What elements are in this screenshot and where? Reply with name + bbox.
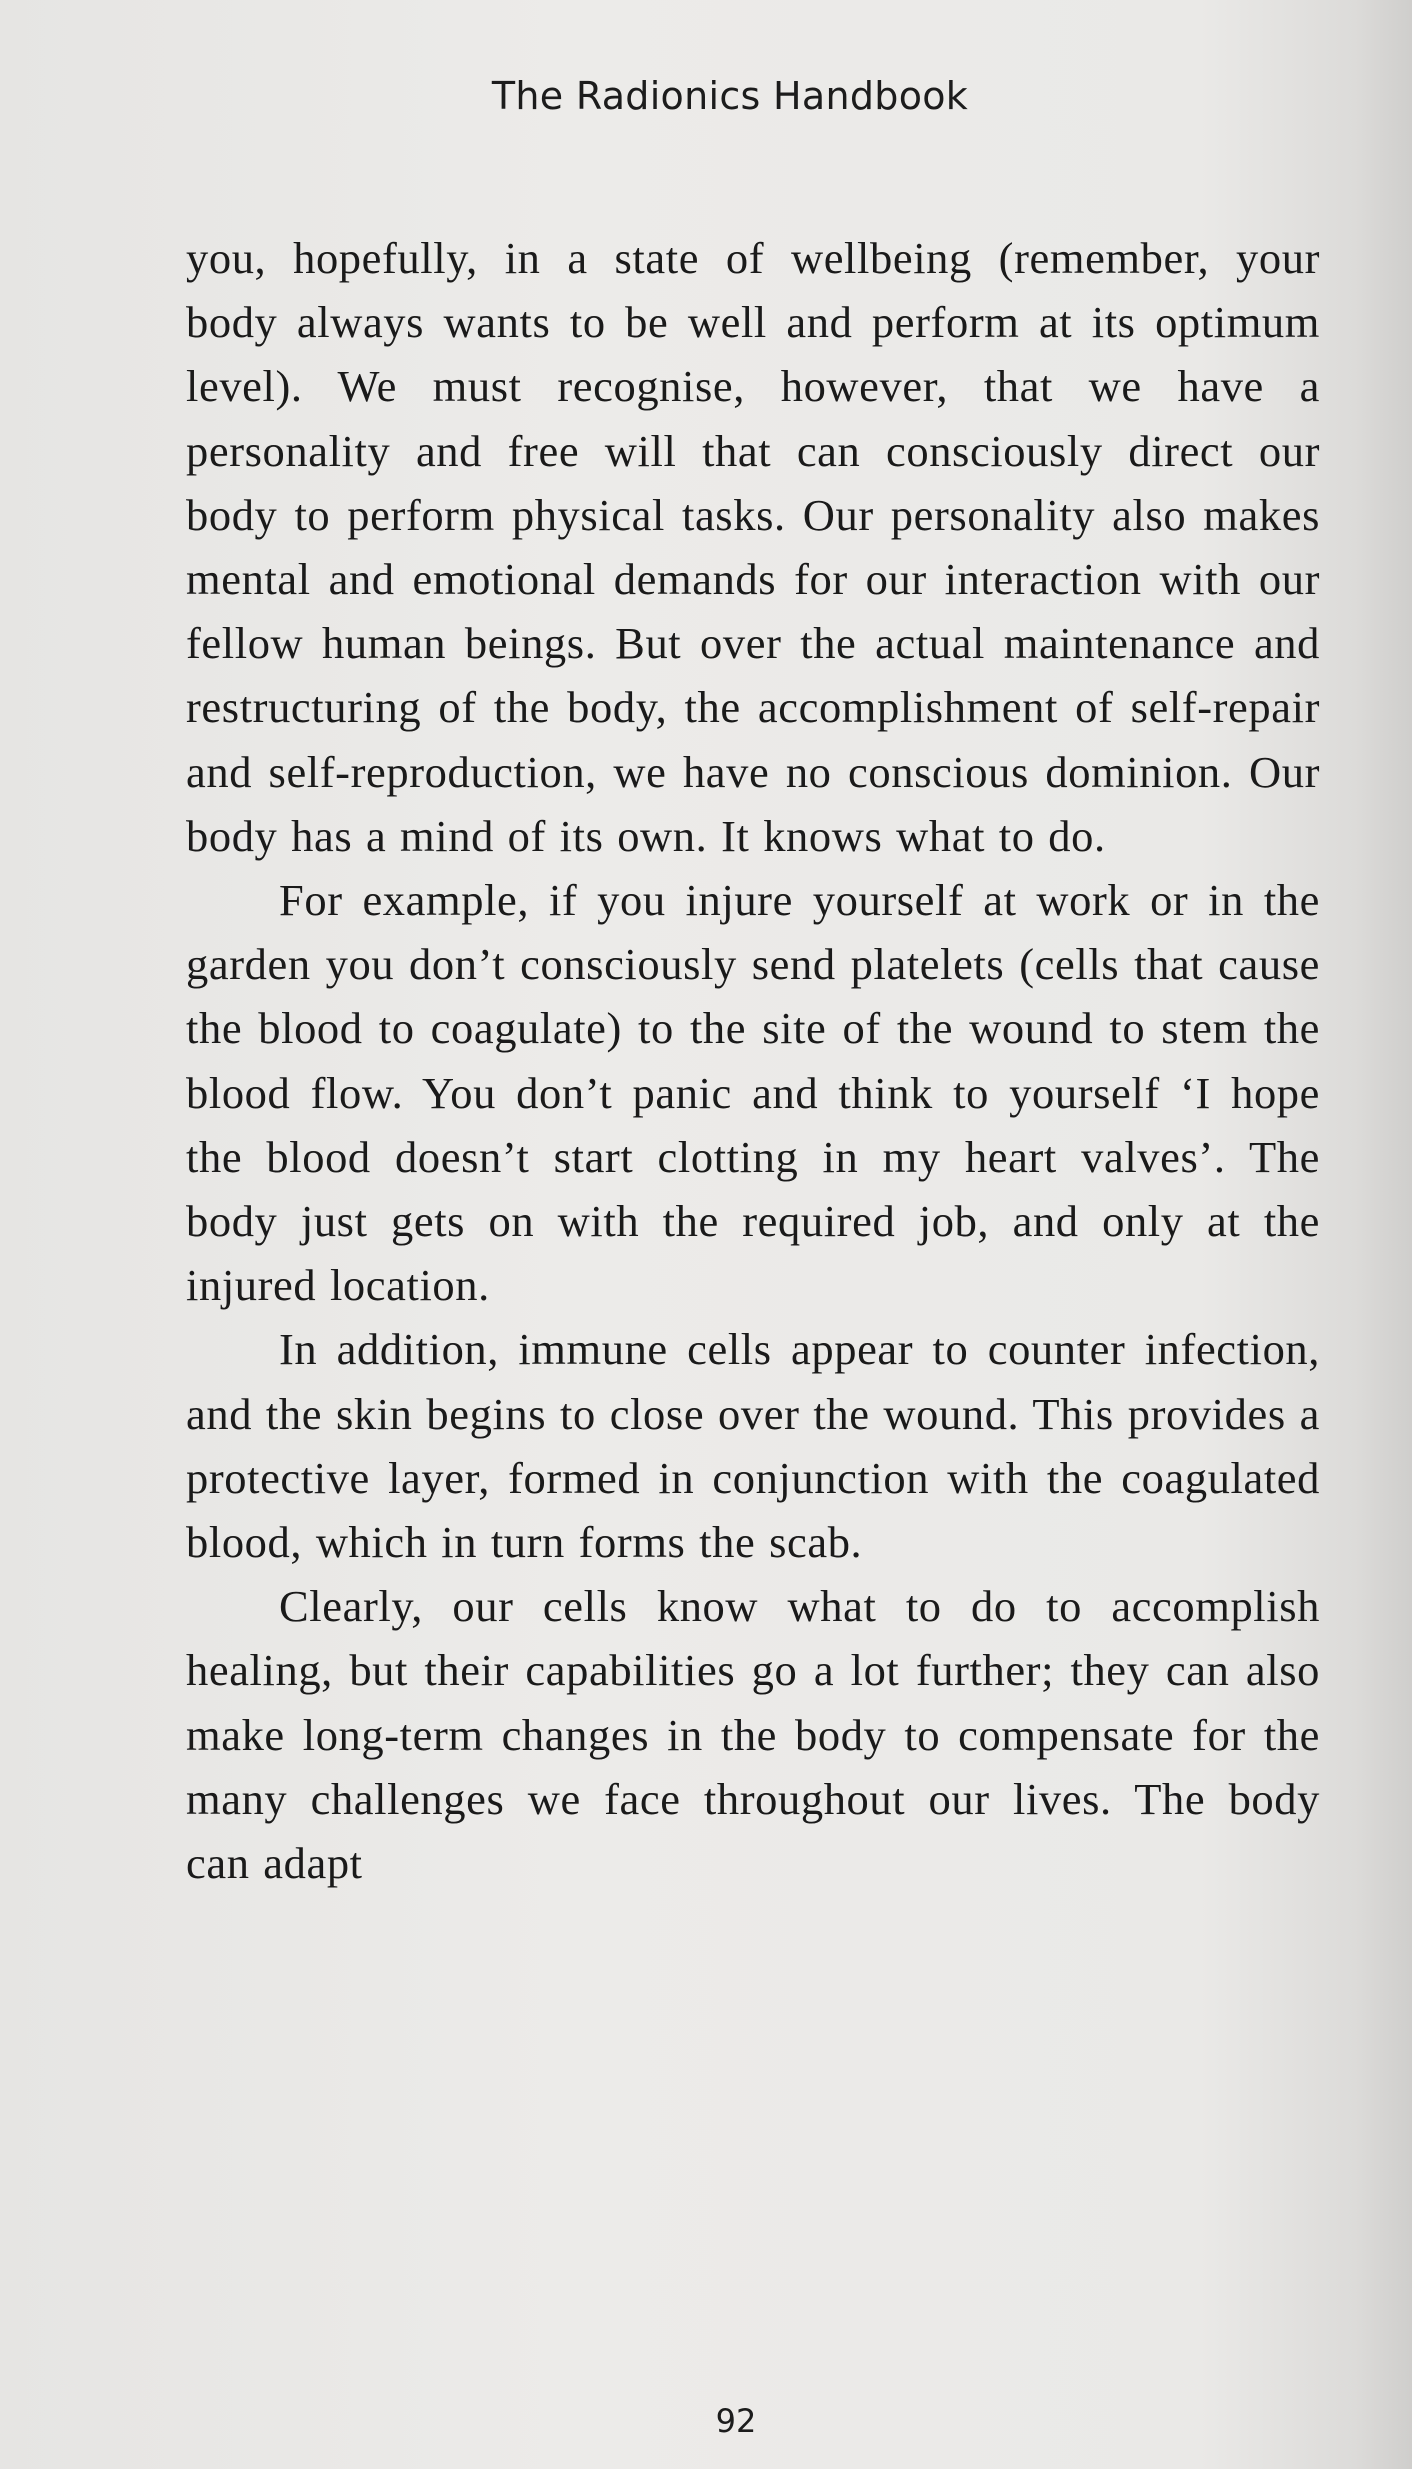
paragraph-immune-cells: In addition, immune cells appear to counter infection, and the skin begins to close over the wound. This provides a protective layer, formed in conjunction with the coagulated blood, which in turn forms the scab. xyxy=(186,1324,1320,1568)
paragraph-continued: you, hopefully, in a state of wellbeing (remember, your body always wants to be well and perform at its optimum level). We must recognise, however, that we have a personality and free will that can consciously direct our body to perform physical tasks. Our personality also makes mental and emotional demands for our interaction with our fellow human beings. But over the actual maintenance and restructuring of the body, the accomplishment of self-repair and self-reproduction, we have no conscious dominion. Our body has a mind of its own. It knows what to do. xyxy=(186,233,1320,861)
paragraph-cells-healing: Clearly, our cells know what to do to accomplish healing, but their capabilities go a lot further; they can also make long-term changes in the body to compensate for the many challenges we face throughout our lives. The body can adapt xyxy=(186,1581,1320,1889)
page-number: 92 xyxy=(715,2402,757,2440)
paragraph-platelets: For example, if you injure yourself at work or in the garden you don’t consciously send platelets (cells that cause the blood to coagulate) to the site of the wound to stem the blood flow. You don’t panic and think to yourself ‘I hope the blood doesn’t start clotting in my heart valves’. The body just gets on with the required job, and only at the injured location. xyxy=(186,875,1320,1311)
running-head: The Radionics Handbook xyxy=(491,74,969,118)
body-text xyxy=(186,226,1320,1895)
